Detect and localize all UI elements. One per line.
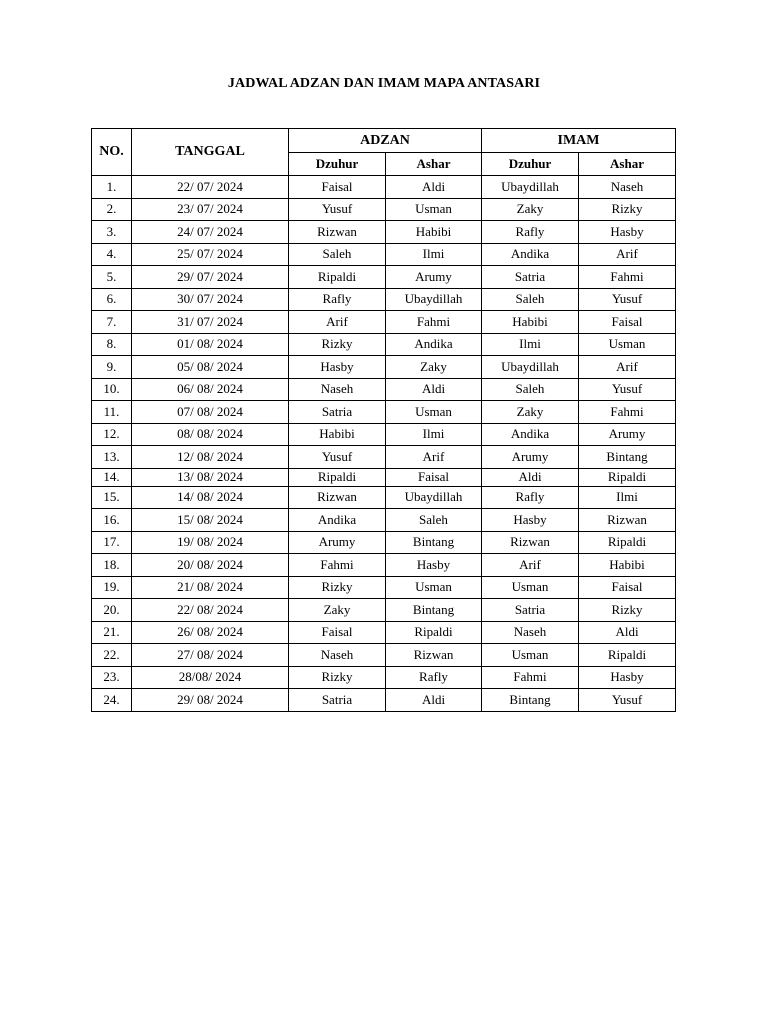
cell-adzan-dzuhur: Yusuf — [289, 198, 386, 221]
cell-imam-dzuhur: Arumy — [482, 446, 579, 469]
cell-date: 07/ 08/ 2024 — [132, 401, 289, 424]
cell-adzan-dzuhur: Naseh — [289, 378, 386, 401]
cell-imam-ashar: Ripaldi — [579, 644, 676, 667]
cell-adzan-dzuhur: Faisal — [289, 621, 386, 644]
table-row — [92, 486, 676, 509]
cell-adzan-ashar: Rafly — [386, 666, 482, 689]
cell-adzan-dzuhur: Rizky — [289, 333, 386, 356]
table-row — [92, 621, 676, 644]
cell-imam-ashar: Rizky — [579, 198, 676, 221]
schedule-table — [91, 128, 676, 712]
cell-imam-dzuhur: Usman — [482, 576, 579, 599]
cell-no: 10. — [92, 378, 132, 401]
cell-imam-dzuhur: Andika — [482, 243, 579, 266]
cell-imam-dzuhur: Aldi — [482, 468, 579, 486]
header-date: TANGGAL — [132, 129, 289, 176]
cell-no: 16. — [92, 509, 132, 532]
cell-date: 29/ 07/ 2024 — [132, 266, 289, 289]
cell-adzan-dzuhur: Arumy — [289, 531, 386, 554]
header-imam: IMAM — [482, 129, 676, 153]
cell-adzan-dzuhur: Rizwan — [289, 486, 386, 509]
table-row — [92, 644, 676, 667]
cell-imam-dzuhur: Fahmi — [482, 666, 579, 689]
header-imam-dzuhur: Dzuhur — [482, 153, 579, 176]
cell-date: 14/ 08/ 2024 — [132, 486, 289, 509]
cell-imam-ashar: Yusuf — [579, 689, 676, 712]
cell-no: 22. — [92, 644, 132, 667]
cell-adzan-ashar: Ubaydillah — [386, 288, 482, 311]
table-row — [92, 243, 676, 266]
cell-no: 6. — [92, 288, 132, 311]
cell-adzan-dzuhur: Naseh — [289, 644, 386, 667]
cell-imam-ashar: Faisal — [579, 311, 676, 334]
cell-adzan-dzuhur: Ripaldi — [289, 468, 386, 486]
cell-imam-ashar: Ripaldi — [579, 468, 676, 486]
table-row — [92, 576, 676, 599]
cell-no: 23. — [92, 666, 132, 689]
cell-adzan-ashar: Ilmi — [386, 243, 482, 266]
cell-adzan-dzuhur: Saleh — [289, 243, 386, 266]
cell-imam-dzuhur: Rizwan — [482, 531, 579, 554]
cell-no: 1. — [92, 176, 132, 199]
cell-imam-ashar: Fahmi — [579, 266, 676, 289]
cell-imam-ashar: Ilmi — [579, 486, 676, 509]
cell-imam-ashar: Rizky — [579, 599, 676, 622]
cell-date: 25/ 07/ 2024 — [132, 243, 289, 266]
table-row — [92, 468, 676, 486]
table-row — [92, 221, 676, 244]
cell-no: 18. — [92, 554, 132, 577]
cell-adzan-ashar: Arif — [386, 446, 482, 469]
cell-no: 19. — [92, 576, 132, 599]
cell-no: 11. — [92, 401, 132, 424]
header-row-top — [92, 129, 676, 153]
cell-no: 17. — [92, 531, 132, 554]
cell-imam-ashar: Arumy — [579, 423, 676, 446]
cell-adzan-ashar: Faisal — [386, 468, 482, 486]
cell-adzan-ashar: Bintang — [386, 599, 482, 622]
cell-date: 22/ 07/ 2024 — [132, 176, 289, 199]
cell-imam-ashar: Naseh — [579, 176, 676, 199]
cell-adzan-ashar: Ubaydillah — [386, 486, 482, 509]
cell-adzan-dzuhur: Yusuf — [289, 446, 386, 469]
cell-imam-dzuhur: Ubaydillah — [482, 176, 579, 199]
cell-adzan-ashar: Fahmi — [386, 311, 482, 334]
cell-date: 30/ 07/ 2024 — [132, 288, 289, 311]
cell-imam-dzuhur: Naseh — [482, 621, 579, 644]
header-adzan-dzuhur: Dzuhur — [289, 153, 386, 176]
table-row — [92, 176, 676, 199]
table-row — [92, 666, 676, 689]
header-adzan: ADZAN — [289, 129, 482, 153]
cell-adzan-ashar: Ilmi — [386, 423, 482, 446]
cell-adzan-ashar: Zaky — [386, 356, 482, 379]
cell-date: 19/ 08/ 2024 — [132, 531, 289, 554]
cell-adzan-ashar: Arumy — [386, 266, 482, 289]
cell-imam-dzuhur: Andika — [482, 423, 579, 446]
cell-imam-ashar: Hasby — [579, 221, 676, 244]
cell-no: 24. — [92, 689, 132, 712]
cell-imam-dzuhur: Usman — [482, 644, 579, 667]
cell-no: 20. — [92, 599, 132, 622]
cell-adzan-ashar: Rizwan — [386, 644, 482, 667]
table-row — [92, 446, 676, 469]
cell-adzan-dzuhur: Rizky — [289, 666, 386, 689]
header-imam-ashar: Ashar — [579, 153, 676, 176]
cell-imam-dzuhur: Satria — [482, 599, 579, 622]
cell-no: 15. — [92, 486, 132, 509]
cell-adzan-ashar: Ripaldi — [386, 621, 482, 644]
cell-imam-ashar: Yusuf — [579, 288, 676, 311]
cell-date: 24/ 07/ 2024 — [132, 221, 289, 244]
cell-adzan-dzuhur: Arif — [289, 311, 386, 334]
table-row — [92, 311, 676, 334]
schedule-body — [92, 176, 676, 712]
cell-imam-ashar: Aldi — [579, 621, 676, 644]
cell-adzan-dzuhur: Rafly — [289, 288, 386, 311]
cell-imam-dzuhur: Arif — [482, 554, 579, 577]
cell-date: 26/ 08/ 2024 — [132, 621, 289, 644]
cell-imam-ashar: Faisal — [579, 576, 676, 599]
cell-adzan-ashar: Usman — [386, 401, 482, 424]
table-row — [92, 599, 676, 622]
cell-imam-dzuhur: Saleh — [482, 378, 579, 401]
cell-adzan-ashar: Andika — [386, 333, 482, 356]
cell-no: 3. — [92, 221, 132, 244]
cell-date: 15/ 08/ 2024 — [132, 509, 289, 532]
header-adzan-ashar: Ashar — [386, 153, 482, 176]
cell-adzan-ashar: Saleh — [386, 509, 482, 532]
cell-date: 13/ 08/ 2024 — [132, 468, 289, 486]
cell-date: 12/ 08/ 2024 — [132, 446, 289, 469]
cell-adzan-dzuhur: Satria — [289, 401, 386, 424]
table-row — [92, 378, 676, 401]
document-title: JADWAL ADZAN DAN IMAM MAPA ANTASARI — [227, 76, 541, 91]
cell-imam-ashar: Habibi — [579, 554, 676, 577]
cell-adzan-dzuhur: Habibi — [289, 423, 386, 446]
cell-imam-ashar: Ripaldi — [579, 531, 676, 554]
cell-no: 12. — [92, 423, 132, 446]
cell-imam-ashar: Rizwan — [579, 509, 676, 532]
cell-imam-ashar: Fahmi — [579, 401, 676, 424]
table-row — [92, 333, 676, 356]
cell-adzan-dzuhur: Satria — [289, 689, 386, 712]
table-row — [92, 266, 676, 289]
cell-date: 28/08/ 2024 — [132, 666, 289, 689]
cell-adzan-dzuhur: Faisal — [289, 176, 386, 199]
cell-imam-dzuhur: Hasby — [482, 509, 579, 532]
table-row — [92, 554, 676, 577]
cell-no: 5. — [92, 266, 132, 289]
cell-imam-dzuhur: Rafly — [482, 221, 579, 244]
cell-imam-dzuhur: Saleh — [482, 288, 579, 311]
cell-imam-dzuhur: Ilmi — [482, 333, 579, 356]
cell-no: 7. — [92, 311, 132, 334]
cell-imam-dzuhur: Bintang — [482, 689, 579, 712]
cell-adzan-dzuhur: Rizwan — [289, 221, 386, 244]
cell-imam-dzuhur: Rafly — [482, 486, 579, 509]
cell-adzan-dzuhur: Andika — [289, 509, 386, 532]
cell-no: 4. — [92, 243, 132, 266]
cell-date: 08/ 08/ 2024 — [132, 423, 289, 446]
cell-adzan-dzuhur: Ripaldi — [289, 266, 386, 289]
cell-imam-ashar: Usman — [579, 333, 676, 356]
cell-imam-ashar: Hasby — [579, 666, 676, 689]
cell-imam-ashar: Arif — [579, 356, 676, 379]
cell-adzan-dzuhur: Hasby — [289, 356, 386, 379]
table-row — [92, 509, 676, 532]
cell-imam-dzuhur: Ubaydillah — [482, 356, 579, 379]
cell-imam-dzuhur: Zaky — [482, 401, 579, 424]
cell-date: 29/ 08/ 2024 — [132, 689, 289, 712]
table-row — [92, 531, 676, 554]
cell-imam-dzuhur: Zaky — [482, 198, 579, 221]
cell-no: 14. — [92, 468, 132, 486]
table-row — [92, 198, 676, 221]
cell-date: 20/ 08/ 2024 — [132, 554, 289, 577]
cell-date: 22/ 08/ 2024 — [132, 599, 289, 622]
cell-imam-ashar: Arif — [579, 243, 676, 266]
cell-adzan-ashar: Aldi — [386, 689, 482, 712]
cell-no: 2. — [92, 198, 132, 221]
cell-adzan-ashar: Habibi — [386, 221, 482, 244]
table-row — [92, 356, 676, 379]
cell-adzan-dzuhur: Fahmi — [289, 554, 386, 577]
cell-no: 13. — [92, 446, 132, 469]
cell-date: 27/ 08/ 2024 — [132, 644, 289, 667]
cell-imam-dzuhur: Habibi — [482, 311, 579, 334]
table-row — [92, 423, 676, 446]
cell-date: 21/ 08/ 2024 — [132, 576, 289, 599]
cell-date: 05/ 08/ 2024 — [132, 356, 289, 379]
header-no: NO. — [92, 129, 132, 176]
table-row — [92, 288, 676, 311]
cell-no: 21. — [92, 621, 132, 644]
cell-adzan-ashar: Hasby — [386, 554, 482, 577]
cell-no: 9. — [92, 356, 132, 379]
cell-adzan-ashar: Aldi — [386, 176, 482, 199]
cell-imam-ashar: Yusuf — [579, 378, 676, 401]
cell-imam-dzuhur: Satria — [482, 266, 579, 289]
cell-adzan-ashar: Bintang — [386, 531, 482, 554]
table-row — [92, 689, 676, 712]
cell-adzan-ashar: Aldi — [386, 378, 482, 401]
cell-no: 8. — [92, 333, 132, 356]
cell-date: 23/ 07/ 2024 — [132, 198, 289, 221]
cell-imam-ashar: Bintang — [579, 446, 676, 469]
cell-adzan-ashar: Usman — [386, 198, 482, 221]
cell-adzan-ashar: Usman — [386, 576, 482, 599]
cell-adzan-dzuhur: Zaky — [289, 599, 386, 622]
cell-date: 31/ 07/ 2024 — [132, 311, 289, 334]
cell-date: 06/ 08/ 2024 — [132, 378, 289, 401]
cell-date: 01/ 08/ 2024 — [132, 333, 289, 356]
cell-adzan-dzuhur: Rizky — [289, 576, 386, 599]
table-row — [92, 401, 676, 424]
